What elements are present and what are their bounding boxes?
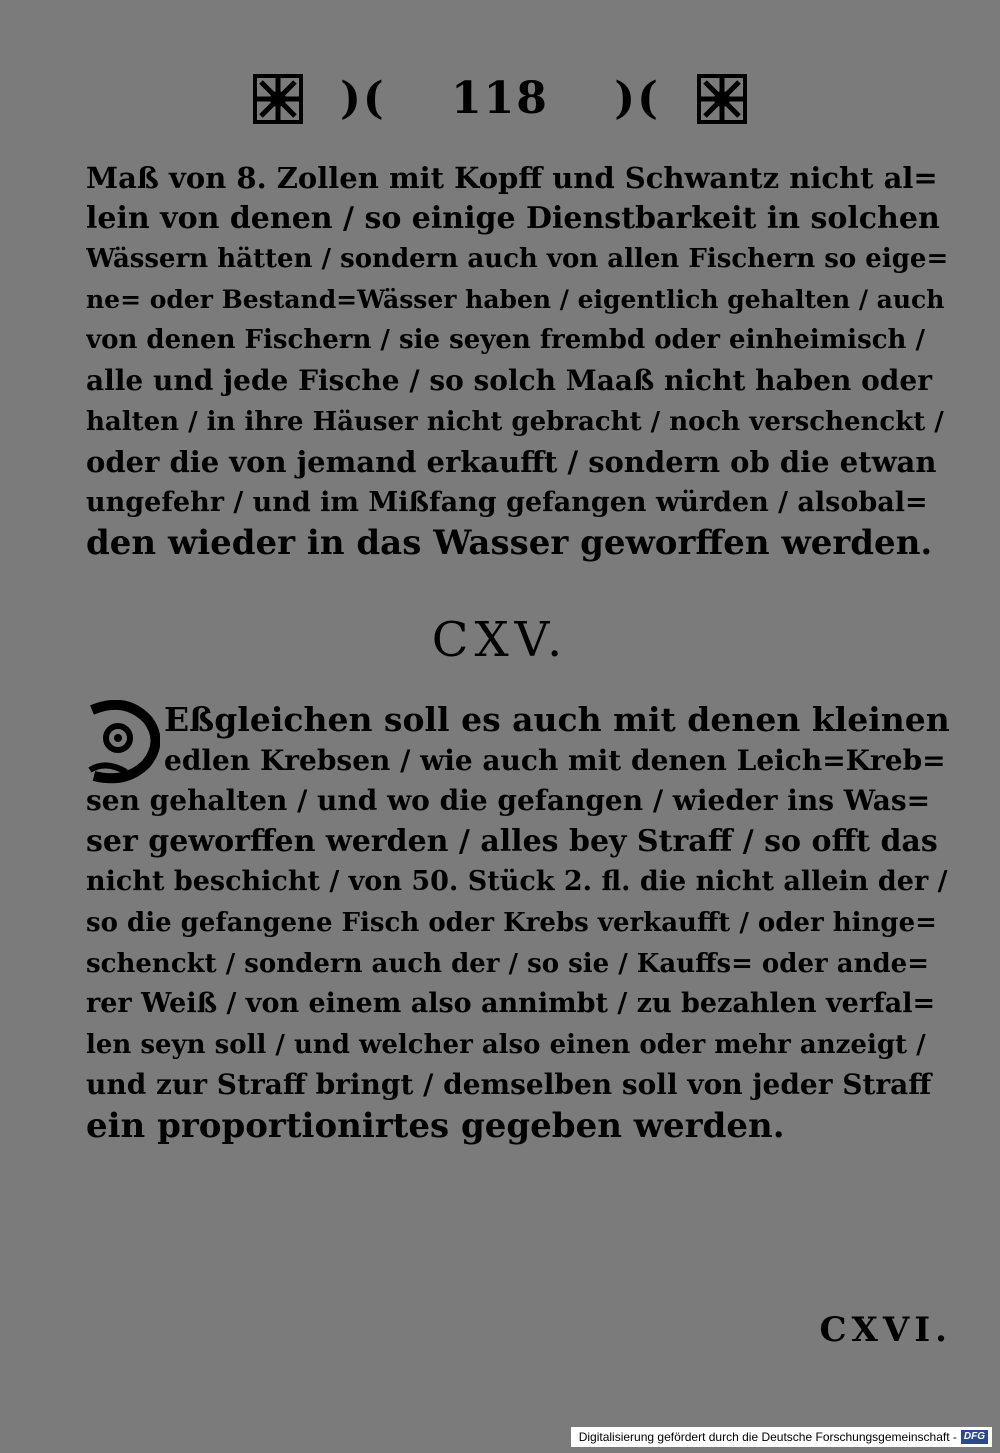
running-header — [0, 70, 1000, 126]
text-line: len seyn soll / und welcher also einen oder mehr anzeigt / — [86, 1029, 926, 1060]
text-line: den wieder in das Wasser geworffen werden. — [86, 523, 933, 564]
text-line: lein von denen / so einige Dienstbarkeit in solchen — [86, 200, 940, 236]
text-line: schenckt / sondern auch der / so sie / Kauffs= oder ande= — [86, 948, 930, 979]
dfg-logo-icon: DFG — [961, 1430, 988, 1444]
section-heading: CXV. — [431, 612, 569, 668]
text-line: ne= oder Bestand=Wässer haben / eigentlich gehalten / auch — [86, 284, 945, 314]
text-line: so die gefangene Fisch oder Krebs verkaufft / oder hinge= — [86, 907, 937, 938]
text-line: und zur Straff bringt / demselben soll von jeder Straff — [86, 1068, 932, 1102]
digitization-footer — [571, 1427, 992, 1447]
text-line: ein proportionirtes gegeben werden. — [86, 1105, 785, 1146]
text-line: rer Weiß / von einem also annimbt / zu bezahlen verfal= — [86, 988, 936, 1020]
paragraph-2 — [86, 700, 954, 1147]
page-number: 118 — [451, 73, 549, 124]
text-line: oder die von jemand erkaufft / sondern ob die etwan — [86, 445, 937, 480]
text-line: ungefehr / und im Mißfang gefangen würden / alsobal= — [86, 486, 928, 518]
text-line: sen gehalten / und wo die gefangen / wieder ins Was= — [86, 784, 931, 818]
text-line: Maß von 8. Zollen mit Kopff und Schwantz nicht al= — [86, 161, 938, 195]
catchword: CXVI. — [819, 1310, 952, 1350]
text-line: Eßgleichen soll es auch mit denen kleinen — [164, 700, 950, 739]
paragraph-1 — [86, 158, 954, 564]
text-line: alle und jede Fische / so solch Maaß nicht haben oder — [86, 363, 932, 397]
text-line: nicht beschicht / von 50. Stück 2. fl. die nicht allein der / — [86, 866, 948, 898]
header-bracket-right: )( — [614, 73, 660, 124]
ornament-right-icon — [695, 72, 749, 126]
header-bracket-left: )( — [340, 73, 386, 124]
text-line: von denen Fischern / sie seyen frembd oder einheimisch / — [86, 325, 925, 356]
text-line: Wässern hätten / sondern auch von allen Fischern so eige= — [86, 244, 949, 275]
text-line: ser geworffen werden / alles bey Straff / so offt das — [86, 823, 938, 859]
text-line: halten / in ihre Häuser nicht gebracht / noch verschenckt / — [86, 406, 944, 437]
footer-text: Digitalisierung gefördert durch die Deutsche Forschungsgemeinschaft - — [578, 1430, 957, 1444]
ornament-left-icon — [251, 72, 305, 126]
text-line: edlen Krebsen / wie auch mit denen Leich=Kreb= — [164, 743, 946, 777]
